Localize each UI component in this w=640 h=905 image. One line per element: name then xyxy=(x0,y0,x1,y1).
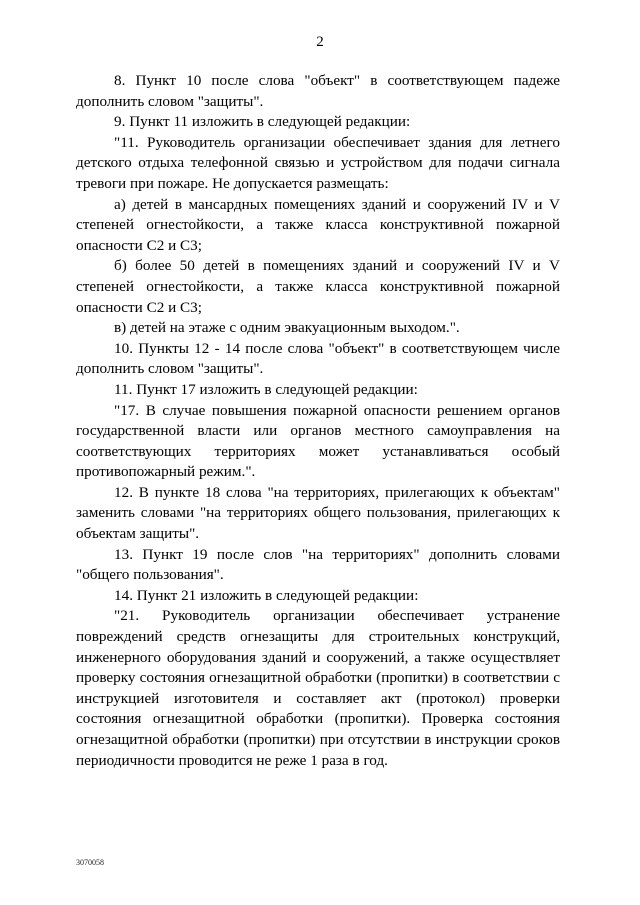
paragraph-item-12: 12. В пункте 18 слова "на территориях, прилегающих к объектам" заменить словами "на территориях общего пользования, прилегающих к объектам защиты". xyxy=(76,483,560,543)
paragraph-item-13: 13. Пункт 19 после слов "на территориях" дополнить словами "общего пользования". xyxy=(76,545,560,584)
document-body xyxy=(76,71,560,771)
paragraph-subitem-v: в) детей на этаже с одним эвакуационным выходом.". xyxy=(114,319,460,337)
paragraph-subitem-a: а) детей в мансардных помещениях зданий и сооружений IV и V степеней огнестойкости, а также класса конструктивной пожарной опасности С2 и С3; xyxy=(76,195,560,254)
paragraph-subitem-b: б) более 50 детей в помещениях зданий и сооружений IV и V степеней огнестойкости, а также класса конструктивной пожарной опасности С2 и С3; xyxy=(76,257,560,316)
paragraph-item-10: 10. Пункты 12 - 14 после слова "объект" в соответствующем числе дополнить словом "защиты". xyxy=(76,339,560,378)
paragraph-item-8: 8. Пункт 10 после слова "объект" в соответствующем падеже дополнить словом "защиты". xyxy=(76,72,560,110)
paragraph-item-11: 11. Пункт 17 изложить в следующей редакции: xyxy=(114,380,418,398)
paragraph-item-14: 14. Пункт 21 изложить в следующей редакции: xyxy=(114,586,419,604)
paragraph-item-9: 9. Пункт 11 изложить в следующей редакции: xyxy=(114,113,411,131)
paragraph-quote-17: "17. В случае повышения пожарной опасности решением органов государственной власти или органов местного самоуправления на соответствующих территориях может устанавливаться особый противопожарный режим.". xyxy=(76,401,560,481)
page-number: 2 xyxy=(316,34,324,50)
paragraph-quote-11: "11. Руководитель организации обеспечивает здания для летнего детского отдыха телефонной связью и устройством для подачи сигнала тревоги при пожаре. Не допускается размещать: xyxy=(76,133,560,192)
paragraph-quote-21: "21. Руководитель организации обеспечивает устранение повреждений средств огнезащиты для строительных конструкций, инженерного оборудования зданий и сооружений, а также осуществляет проверку состояния огнезащитной обработки (пропитки) в соответствии с инструкцией изготовителя и составляет акт (протокол) проверки состояния огнезащитной обработки (пропитки). Проверка состояния огнезащитной обработки (пропитки) при отсутствии в инструкции сроков периодичности проводится не реже 1 раза в год. xyxy=(76,607,560,769)
document-code: 3070058 xyxy=(76,858,104,867)
